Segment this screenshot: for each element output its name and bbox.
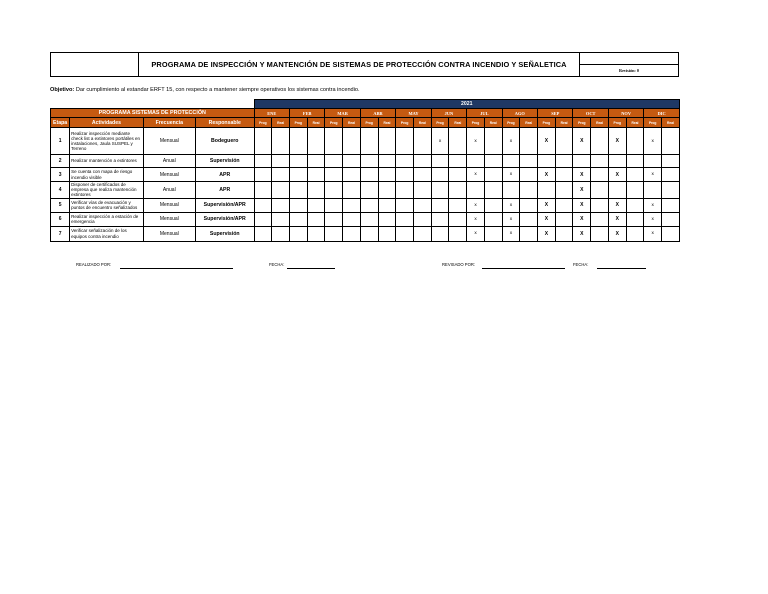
mark-cell[interactable]	[484, 212, 502, 226]
month-header-nov: NOV	[608, 109, 643, 118]
mark-cell[interactable]	[662, 155, 680, 168]
mark-cell[interactable]	[289, 155, 307, 168]
mark-cell[interactable]: X	[608, 212, 626, 226]
mark-cell[interactable]	[343, 182, 361, 199]
mark-cell[interactable]	[414, 226, 432, 241]
actividad-cell: Verificar señalización de los equipos contra incendio	[70, 226, 144, 241]
objective	[50, 87, 360, 93]
mark-cell[interactable]	[626, 168, 644, 182]
mark-cell[interactable]: x	[502, 168, 520, 182]
mark-cell[interactable]	[360, 226, 378, 241]
mark-cell[interactable]	[484, 155, 502, 168]
mark-cell[interactable]: x	[467, 128, 485, 155]
responsable-cell: Supervisión	[195, 155, 254, 168]
mark-cell[interactable]	[343, 155, 361, 168]
etapa-cell: 5	[51, 198, 70, 212]
mark-cell[interactable]	[538, 155, 556, 168]
mark-cell[interactable]: X	[573, 168, 591, 182]
mark-cell[interactable]	[591, 212, 609, 226]
mark-cell[interactable]	[307, 226, 325, 241]
responsable-cell: APR	[195, 168, 254, 182]
mark-cell[interactable]	[307, 198, 325, 212]
prog-header: Prog	[538, 118, 556, 128]
real-header: Real	[343, 118, 361, 128]
etapa-cell: 2	[51, 155, 70, 168]
mark-cell[interactable]	[325, 226, 343, 241]
mark-cell[interactable]: X	[573, 128, 591, 155]
mark-cell[interactable]: x	[502, 198, 520, 212]
mark-cell[interactable]	[449, 168, 467, 182]
real-header: Real	[414, 118, 432, 128]
mark-cell[interactable]	[520, 226, 538, 241]
realizado-line[interactable]	[120, 268, 233, 269]
mark-cell[interactable]: x	[644, 128, 662, 155]
revisado-label: REVISADO POR:	[442, 262, 476, 267]
mark-cell[interactable]	[573, 155, 591, 168]
mark-cell[interactable]: x	[644, 212, 662, 226]
mark-cell[interactable]	[289, 128, 307, 155]
real-header: Real	[626, 118, 644, 128]
mark-cell[interactable]	[626, 212, 644, 226]
actividad-cell: Se cuenta con mapa de riesgo incendio visible	[70, 168, 144, 182]
month-header-dic: DIC	[644, 109, 680, 118]
mark-cell[interactable]	[520, 155, 538, 168]
mark-cell[interactable]	[272, 168, 290, 182]
mark-cell[interactable]	[467, 182, 485, 199]
mark-cell[interactable]	[591, 182, 609, 199]
mark-cell[interactable]: x	[502, 128, 520, 155]
real-header: Real	[555, 118, 573, 128]
responsable-cell: Bodeguero	[195, 128, 254, 155]
mark-cell[interactable]	[449, 182, 467, 199]
mark-cell[interactable]	[325, 128, 343, 155]
real-header: Real	[484, 118, 502, 128]
mark-cell[interactable]	[289, 198, 307, 212]
prog-header: Prog	[502, 118, 520, 128]
real-header: Real	[378, 118, 396, 128]
mark-cell[interactable]	[396, 155, 414, 168]
prog-header: Prog	[289, 118, 307, 128]
table-row	[51, 168, 680, 182]
responsable-cell: Supervisión	[195, 226, 254, 241]
mark-cell[interactable]	[626, 226, 644, 241]
realizado-label: REALIZADO POR:	[76, 262, 112, 267]
mark-cell[interactable]	[325, 155, 343, 168]
year-header: 2021	[254, 100, 679, 109]
mark-cell[interactable]	[520, 128, 538, 155]
mark-cell[interactable]	[484, 198, 502, 212]
real-header: Real	[307, 118, 325, 128]
mark-cell[interactable]	[325, 212, 343, 226]
mark-cell[interactable]	[520, 198, 538, 212]
etapa-cell: 4	[51, 182, 70, 199]
logo-area	[51, 53, 139, 76]
mark-cell[interactable]	[431, 168, 449, 182]
mark-cell[interactable]: X	[608, 198, 626, 212]
mark-cell[interactable]	[289, 182, 307, 199]
mark-cell[interactable]	[254, 128, 272, 155]
objective-text: Dar cumplimiento al estandar ERFT 15, con respecto a mantener siempre operativos los sistemas contra incendio.	[75, 87, 360, 93]
mark-cell[interactable]	[502, 182, 520, 199]
mark-cell[interactable]	[289, 212, 307, 226]
mark-cell[interactable]: x	[502, 226, 520, 241]
mark-cell[interactable]: X	[538, 198, 556, 212]
mark-cell[interactable]	[396, 212, 414, 226]
mark-cell[interactable]	[555, 182, 573, 199]
mark-cell[interactable]: x	[467, 168, 485, 182]
mark-cell[interactable]	[591, 128, 609, 155]
objective-label: Objetivo:	[50, 87, 75, 93]
mark-cell[interactable]: X	[608, 128, 626, 155]
mark-cell[interactable]	[307, 182, 325, 199]
mark-cell[interactable]	[520, 182, 538, 199]
table-row	[51, 155, 680, 168]
actividad-cell: Verificar vías de evacuación y puntos de encuentro señalizados	[70, 198, 144, 212]
mark-cell[interactable]	[431, 226, 449, 241]
mark-cell[interactable]	[431, 198, 449, 212]
mark-cell[interactable]	[431, 212, 449, 226]
etapa-cell: 7	[51, 226, 70, 241]
mark-cell[interactable]: X	[538, 168, 556, 182]
mark-cell[interactable]: x	[644, 226, 662, 241]
frecuencia-cell: Mensual	[143, 226, 195, 241]
mark-cell[interactable]	[343, 168, 361, 182]
mark-cell[interactable]	[555, 226, 573, 241]
responsable-cell: Supervisión/APR	[195, 212, 254, 226]
mark-cell[interactable]	[360, 155, 378, 168]
mark-cell[interactable]	[254, 182, 272, 199]
mark-cell[interactable]	[555, 155, 573, 168]
mark-cell[interactable]	[343, 128, 361, 155]
mark-cell[interactable]	[555, 198, 573, 212]
mark-cell[interactable]	[378, 155, 396, 168]
actividad-cell: Realizar inspección a estación de emergencia	[70, 212, 144, 226]
mark-cell[interactable]	[254, 155, 272, 168]
mark-cell[interactable]	[449, 155, 467, 168]
month-header-ago: AGO	[502, 109, 537, 118]
month-header-abr: ABR	[360, 109, 395, 118]
mark-cell[interactable]	[343, 198, 361, 212]
mark-cell[interactable]: x	[467, 212, 485, 226]
fecha-line-1[interactable]	[287, 268, 335, 269]
mark-cell[interactable]	[396, 168, 414, 182]
mark-cell[interactable]	[414, 212, 432, 226]
program-title: PROGRAMA SISTEMAS DE PROTECCIÓN	[51, 109, 255, 118]
month-header-may: MAY	[396, 109, 431, 118]
prog-header: Prog	[573, 118, 591, 128]
mark-cell[interactable]	[555, 168, 573, 182]
month-header-jul: JUL	[467, 109, 502, 118]
mark-cell[interactable]	[662, 226, 680, 241]
mark-cell[interactable]	[591, 155, 609, 168]
header-spacer	[51, 100, 255, 109]
table-row	[51, 128, 680, 155]
mark-cell[interactable]	[431, 155, 449, 168]
real-header: Real	[272, 118, 290, 128]
mark-cell[interactable]: x	[467, 226, 485, 241]
mark-cell[interactable]	[608, 155, 626, 168]
document-header	[50, 52, 679, 77]
mark-cell[interactable]	[378, 212, 396, 226]
mark-cell[interactable]	[272, 212, 290, 226]
mark-cell[interactable]: X	[573, 182, 591, 199]
table-row	[51, 212, 680, 226]
frecuencia-cell: Mensual	[143, 198, 195, 212]
month-header-ene: ENE	[254, 109, 289, 118]
mark-cell[interactable]	[502, 155, 520, 168]
mark-cell[interactable]	[360, 128, 378, 155]
mark-cell[interactable]: x	[467, 198, 485, 212]
mark-cell[interactable]	[626, 128, 644, 155]
mark-cell[interactable]	[484, 168, 502, 182]
mark-cell[interactable]: x	[644, 168, 662, 182]
mark-cell[interactable]	[662, 212, 680, 226]
mark-cell[interactable]	[626, 198, 644, 212]
column-responsable: Responsable	[195, 118, 254, 128]
prog-header: Prog	[254, 118, 272, 128]
mark-cell[interactable]	[449, 212, 467, 226]
actividad-cell: Realizar mantención a extintores	[70, 155, 144, 168]
mark-cell[interactable]	[520, 168, 538, 182]
mark-cell[interactable]	[378, 198, 396, 212]
mark-cell[interactable]	[484, 182, 502, 199]
mark-cell[interactable]	[555, 212, 573, 226]
mark-cell[interactable]	[289, 226, 307, 241]
mark-cell[interactable]	[396, 226, 414, 241]
real-header: Real	[449, 118, 467, 128]
mark-cell[interactable]	[662, 128, 680, 155]
mark-cell[interactable]	[254, 226, 272, 241]
frecuencia-cell: Mensual	[143, 128, 195, 155]
mark-cell[interactable]: X	[538, 226, 556, 241]
actividad-cell: Disponer de certificados de empresa que realiza mantención extintores	[70, 182, 144, 199]
mark-cell[interactable]	[378, 128, 396, 155]
mark-cell[interactable]: x	[431, 128, 449, 155]
mark-cell[interactable]	[360, 182, 378, 199]
real-header: Real	[591, 118, 609, 128]
table-row	[51, 198, 680, 212]
mark-cell[interactable]	[662, 168, 680, 182]
mark-cell[interactable]	[484, 128, 502, 155]
mark-cell[interactable]	[555, 128, 573, 155]
mark-cell[interactable]	[289, 168, 307, 182]
revisado-line[interactable]	[482, 268, 565, 269]
month-header-mar: MAR	[325, 109, 360, 118]
mark-cell[interactable]	[414, 182, 432, 199]
mark-cell[interactable]: x	[644, 198, 662, 212]
table-row	[51, 182, 680, 199]
mark-cell[interactable]	[360, 212, 378, 226]
prog-header: Prog	[325, 118, 343, 128]
mark-cell[interactable]	[591, 198, 609, 212]
mark-cell[interactable]	[307, 212, 325, 226]
mark-cell[interactable]	[272, 128, 290, 155]
table-row	[51, 226, 680, 241]
prog-header: Prog	[644, 118, 662, 128]
mark-cell[interactable]	[396, 128, 414, 155]
mark-cell[interactable]	[272, 182, 290, 199]
etapa-cell: 1	[51, 128, 70, 155]
mark-cell[interactable]	[378, 182, 396, 199]
mark-cell[interactable]	[467, 155, 485, 168]
mark-cell[interactable]	[254, 198, 272, 212]
fecha-label-1: FECHA:	[269, 262, 285, 267]
mark-cell[interactable]	[343, 212, 361, 226]
mark-cell[interactable]	[626, 155, 644, 168]
program-table	[50, 99, 680, 242]
fecha-label-2: FECHA:	[573, 262, 589, 267]
mark-cell[interactable]	[307, 155, 325, 168]
mark-cell[interactable]	[591, 226, 609, 241]
mark-cell[interactable]	[307, 128, 325, 155]
mark-cell[interactable]	[520, 212, 538, 226]
mark-cell[interactable]	[272, 155, 290, 168]
actividad-cell: Realizar inspección mediante check list a extintores portátiles en instalaciones, Jaula SUSPEL y Terreno	[70, 128, 144, 155]
column-frecuencia: Frecuencia	[143, 118, 195, 128]
etapa-cell: 3	[51, 168, 70, 182]
mark-cell[interactable]	[591, 168, 609, 182]
frecuencia-cell: Anual	[143, 182, 195, 199]
mark-cell[interactable]	[431, 182, 449, 199]
mark-cell[interactable]	[608, 182, 626, 199]
mark-cell[interactable]	[254, 212, 272, 226]
prog-header: Prog	[396, 118, 414, 128]
mark-cell[interactable]	[396, 198, 414, 212]
prog-header: Prog	[360, 118, 378, 128]
mark-cell[interactable]	[644, 155, 662, 168]
mark-cell[interactable]	[449, 198, 467, 212]
real-header: Real	[662, 118, 680, 128]
mark-cell[interactable]	[414, 155, 432, 168]
mark-cell[interactable]	[484, 226, 502, 241]
mark-cell[interactable]	[254, 168, 272, 182]
mark-cell[interactable]	[343, 226, 361, 241]
frecuencia-cell: Anual	[143, 155, 195, 168]
mark-cell[interactable]	[396, 182, 414, 199]
mark-cell[interactable]	[378, 168, 396, 182]
column-etapa: Etapa	[51, 118, 70, 128]
mark-cell[interactable]	[360, 198, 378, 212]
mark-cell[interactable]: X	[608, 226, 626, 241]
mark-cell[interactable]	[325, 168, 343, 182]
mark-cell[interactable]	[449, 226, 467, 241]
mark-cell[interactable]	[325, 182, 343, 199]
mark-cell[interactable]	[414, 168, 432, 182]
month-header-feb: FEB	[289, 109, 324, 118]
mark-cell[interactable]	[449, 128, 467, 155]
prog-header: Prog	[608, 118, 626, 128]
mark-cell[interactable]: X	[573, 212, 591, 226]
mark-cell[interactable]: X	[573, 198, 591, 212]
mark-cell[interactable]: x	[502, 212, 520, 226]
prog-header: Prog	[431, 118, 449, 128]
mark-cell[interactable]	[414, 198, 432, 212]
mark-cell[interactable]	[325, 198, 343, 212]
month-header-jun: JUN	[431, 109, 466, 118]
fecha-line-2[interactable]	[597, 268, 646, 269]
mark-cell[interactable]	[360, 168, 378, 182]
mark-cell[interactable]	[644, 182, 662, 199]
mark-cell[interactable]	[307, 168, 325, 182]
real-header: Real	[520, 118, 538, 128]
mark-cell[interactable]	[662, 182, 680, 199]
mark-cell[interactable]: X	[538, 212, 556, 226]
frecuencia-cell: Mensual	[143, 168, 195, 182]
frecuencia-cell: Mensual	[143, 212, 195, 226]
revision-box	[580, 53, 678, 76]
month-header-sep: SEP	[538, 109, 573, 118]
responsable-cell: APR	[195, 182, 254, 199]
mark-cell[interactable]	[662, 198, 680, 212]
mark-cell[interactable]	[378, 226, 396, 241]
month-header-oct: OCT	[573, 109, 608, 118]
document-title: PROGRAMA DE INSPECCIÓN Y MANTENCIÓN DE SISTEMAS DE PROTECCIÓN CONTRA INCENDIO Y SEÑALETICA	[139, 53, 580, 76]
mark-cell[interactable]: X	[573, 226, 591, 241]
responsable-cell: Supervisión/APR	[195, 198, 254, 212]
mark-cell[interactable]	[414, 128, 432, 155]
mark-cell[interactable]	[272, 226, 290, 241]
mark-cell[interactable]: X	[608, 168, 626, 182]
etapa-cell: 6	[51, 212, 70, 226]
mark-cell[interactable]	[538, 182, 556, 199]
mark-cell[interactable]	[272, 198, 290, 212]
column-actividades: Actividades	[70, 118, 144, 128]
mark-cell[interactable]	[626, 182, 644, 199]
revision-label: Revisión: 0	[619, 68, 639, 73]
mark-cell[interactable]: X	[538, 128, 556, 155]
prog-header: Prog	[467, 118, 485, 128]
